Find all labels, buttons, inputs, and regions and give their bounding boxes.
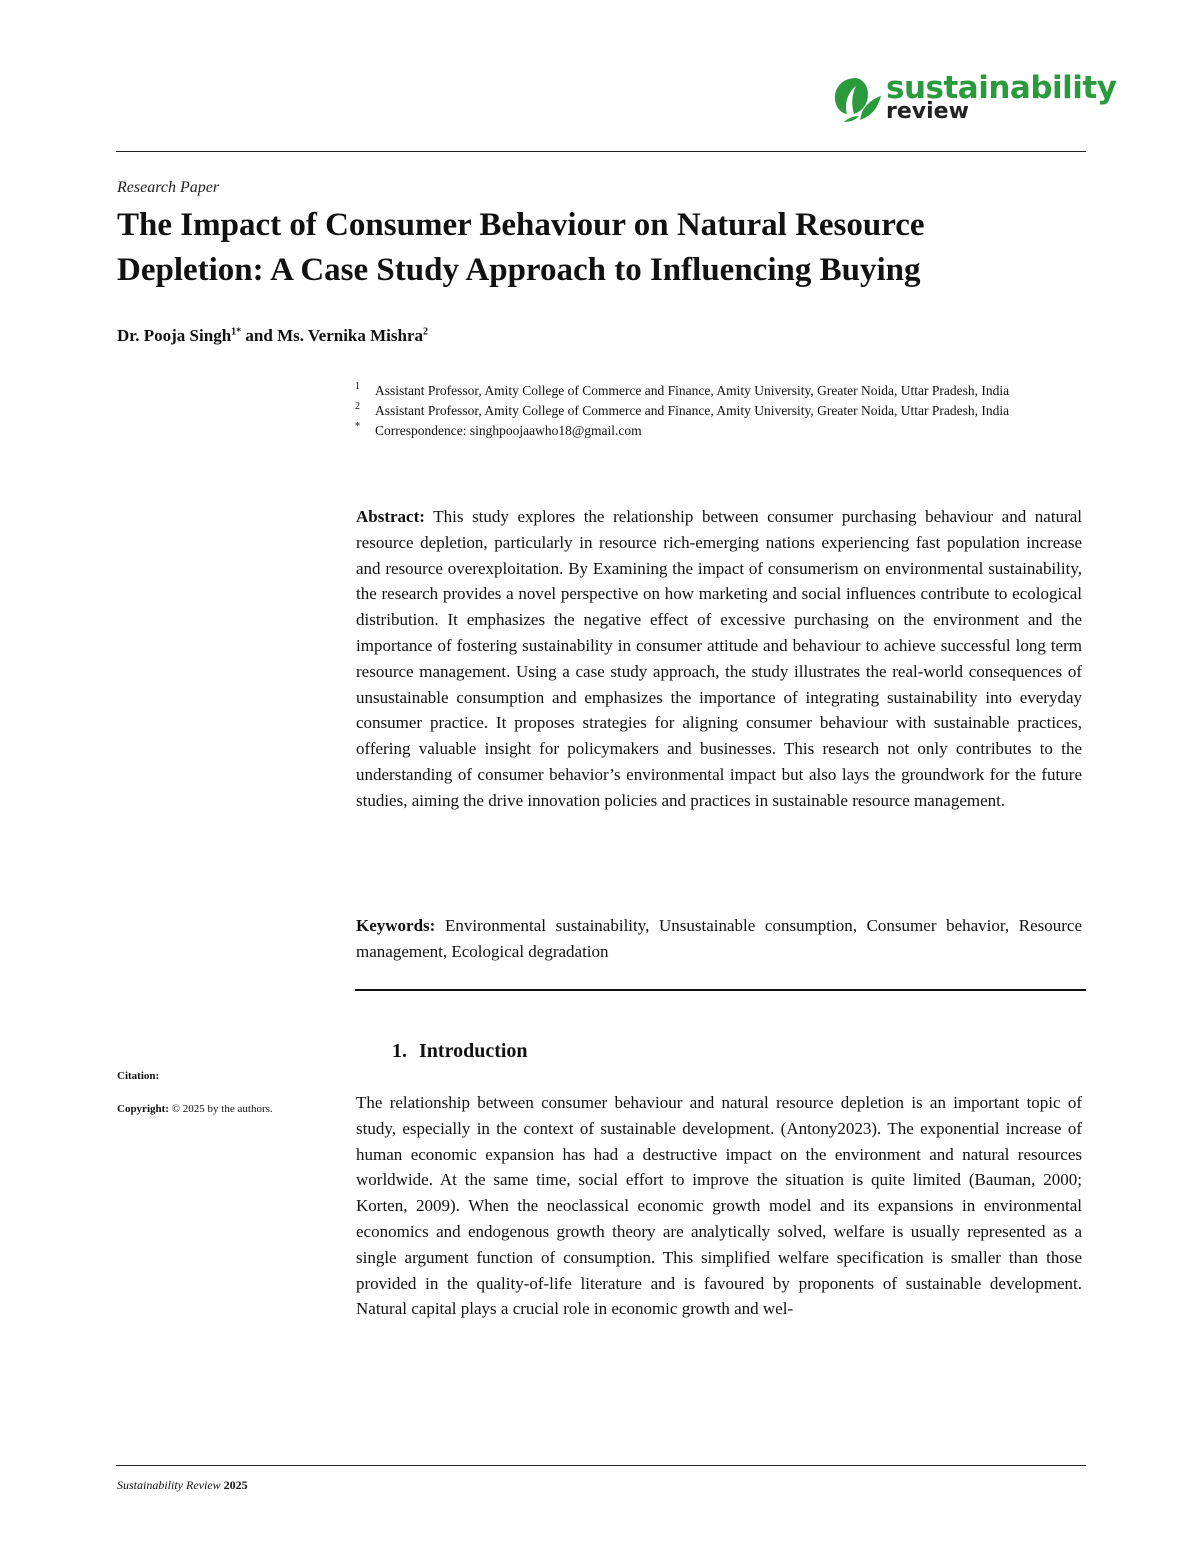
abstract-text: This study explores the relationship between consumer purchasing behaviour and natural resource depletion, particularly in resource rich-emerging nations experiencing fast population increase and resource overexploitation. By Examining the impact of consumerism on environmental sustainability, the research provides a novel perspective on how marketing and social influences contribute to ecological distribution. It emphasizes the negative effect of excessive purchasing on the environment and the importance of fostering sustainability in consumer attitude and behaviour to achieve successful long term resource management. Using a case study approach, the study illustrates the real-world consequences of unsustainable consumption and emphasizes the importance of integrating sustainability into everyday consumer practice. It proposes strategies for aligning consumer behaviour with sustainable practices, offering valuable insight for policymakers and businesses. This research not only contributes to the understanding of consumer behavior’s environmental impact but also lays the groundwork for the future studies, aiming the drive innovation policies and practices in sustainable resource management.: [356, 507, 1083, 810]
section-title: Introduction: [419, 1040, 528, 1062]
footer-divider: [116, 1465, 1086, 1466]
affiliation-text: Assistant Professor, Amity College of Commerce and Finance, Amity University, Greater Noida, Uttar Pradesh, India: [375, 403, 1010, 418]
affiliation-marker: 1: [355, 381, 360, 392]
affiliation-marker: *: [355, 421, 360, 432]
affiliation-marker: 2: [355, 401, 360, 412]
affiliations: [355, 381, 1080, 441]
affiliation-text: Assistant Professor, Amity College of Commerce and Finance, Amity University, Greater Noida, Uttar Pradesh, India: [375, 383, 1010, 398]
author-superscript: 1*: [231, 326, 242, 338]
introduction-paragraph: The relationship between consumer behaviour and natural resource depletion is an important topic of study, especially in the context of sustainable development. (Antony2023). The exponential increase of human economic expansion has had a destructive impact on the environment and natural resources worldwide. At the same time, social effort to improve the situation is quite limited (Bauman, 2000; Korten, 2009). When the neoclassical economic growth model and its expansions in environmental economics and endogenous growth theory are analytically solved, welfare is usually represented as a single argument function of consumption. This simplified welfare specification is smaller than those provided in the quality-of-life literature and is favoured by proponents of sustainable development. Natural capital plays a crucial role in economic growth and wel-: [356, 1093, 1082, 1319]
section-number: 1.: [392, 1040, 407, 1062]
copyright-note: [117, 1103, 273, 1115]
section-heading: [392, 1040, 528, 1063]
affiliation-item: [355, 381, 1080, 401]
page-footer: [117, 1478, 248, 1493]
footer-journal: Sustainability Review: [117, 1478, 221, 1492]
logo-wordmark-secondary: review: [886, 99, 969, 124]
abstract: [356, 504, 1082, 814]
author-name: Dr. Pooja Singh: [117, 326, 232, 345]
author-superscript: 2: [423, 326, 429, 338]
paper-title: The Impact of Consumer Behaviour on Natural Resource Depletion: A Case Study Approach to Influencing Buying: [117, 207, 925, 288]
footer-year: 2025: [223, 1478, 248, 1492]
logo-wordmark-primary: sustainability: [886, 70, 1117, 106]
keywords-text: Environmental sustainability, Unsustainable consumption, Consumer behavior, Resource management, Ecological degradation: [356, 916, 1082, 961]
correspondence-text: Correspondence: singhpoojaawho18@gmail.com: [375, 423, 642, 438]
paper-type: Research Paper: [117, 179, 220, 196]
author-line: [117, 326, 428, 346]
keywords: [356, 913, 1082, 965]
header-divider: [116, 151, 1086, 152]
keywords-label: Keywords:: [356, 916, 436, 935]
correspondence-item: [355, 421, 1080, 441]
journal-logo: [832, 70, 1117, 130]
author-connector: and: [245, 326, 273, 345]
copyright-text: © 2025 by the authors.: [171, 1103, 273, 1115]
citation-label: Citation:: [117, 1070, 160, 1082]
abstract-divider: [355, 989, 1086, 991]
abstract-label: Abstract:: [356, 507, 425, 526]
affiliation-item: [355, 401, 1080, 421]
author-name: Ms. Vernika Mishra: [277, 326, 424, 345]
copyright-label: Copyright:: [117, 1103, 169, 1115]
leaf-logo-icon: [832, 74, 884, 126]
